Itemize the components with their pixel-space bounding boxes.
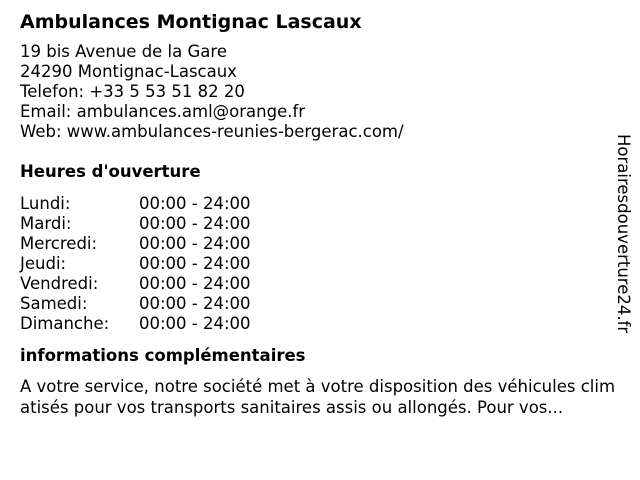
more-info-text: A votre service, notre société met à votre disposition des véhicules climatisés pour vos transports sanitaires assis ou allongés. Pour vos... [20, 377, 616, 417]
hours-day: Jeudi: [20, 254, 67, 273]
hours-time: 00:00 - 24:00 [139, 194, 251, 213]
hours-row [20, 274, 610, 294]
site-watermark: Horairesdouverture24.fr [614, 134, 633, 334]
hours-row [20, 194, 610, 214]
contact-block [20, 42, 610, 142]
address-street: 19 bis Avenue de la Gare [20, 42, 227, 61]
hours-time: 00:00 - 24:00 [139, 214, 251, 233]
hours-table [20, 194, 610, 334]
hours-time: 00:00 - 24:00 [139, 314, 251, 333]
hours-time: 00:00 - 24:00 [139, 234, 251, 253]
hours-row [20, 314, 610, 334]
hours-time: 00:00 - 24:00 [139, 274, 251, 293]
hours-time: 00:00 - 24:00 [139, 294, 251, 313]
business-name: Ambulances Montignac Lascaux [20, 11, 362, 33]
hours-row [20, 294, 610, 314]
address-city: 24290 Montignac-Lascaux [20, 62, 237, 81]
hours-heading: Heures d'ouverture [20, 162, 201, 181]
hours-row [20, 254, 610, 274]
business-card [20, 10, 616, 418]
hours-day: Vendredi: [20, 274, 99, 293]
more-info-heading: informations complémentaires [20, 346, 306, 365]
hours-day: Lundi: [20, 194, 71, 213]
hours-day: Samedi: [20, 294, 88, 313]
phone-number: Telefon: +33 5 53 51 82 20 [20, 82, 245, 101]
hours-day: Mardi: [20, 214, 72, 233]
hours-row [20, 214, 610, 234]
hours-row [20, 234, 610, 254]
email-address: Email: ambulances.aml@orange.fr [20, 102, 306, 121]
hours-day: Dimanche: [20, 314, 110, 333]
hours-day: Mercredi: [20, 234, 98, 253]
hours-time: 00:00 - 24:00 [139, 254, 251, 273]
website-address: Web: www.ambulances-reunies-bergerac.com/ [20, 122, 404, 141]
